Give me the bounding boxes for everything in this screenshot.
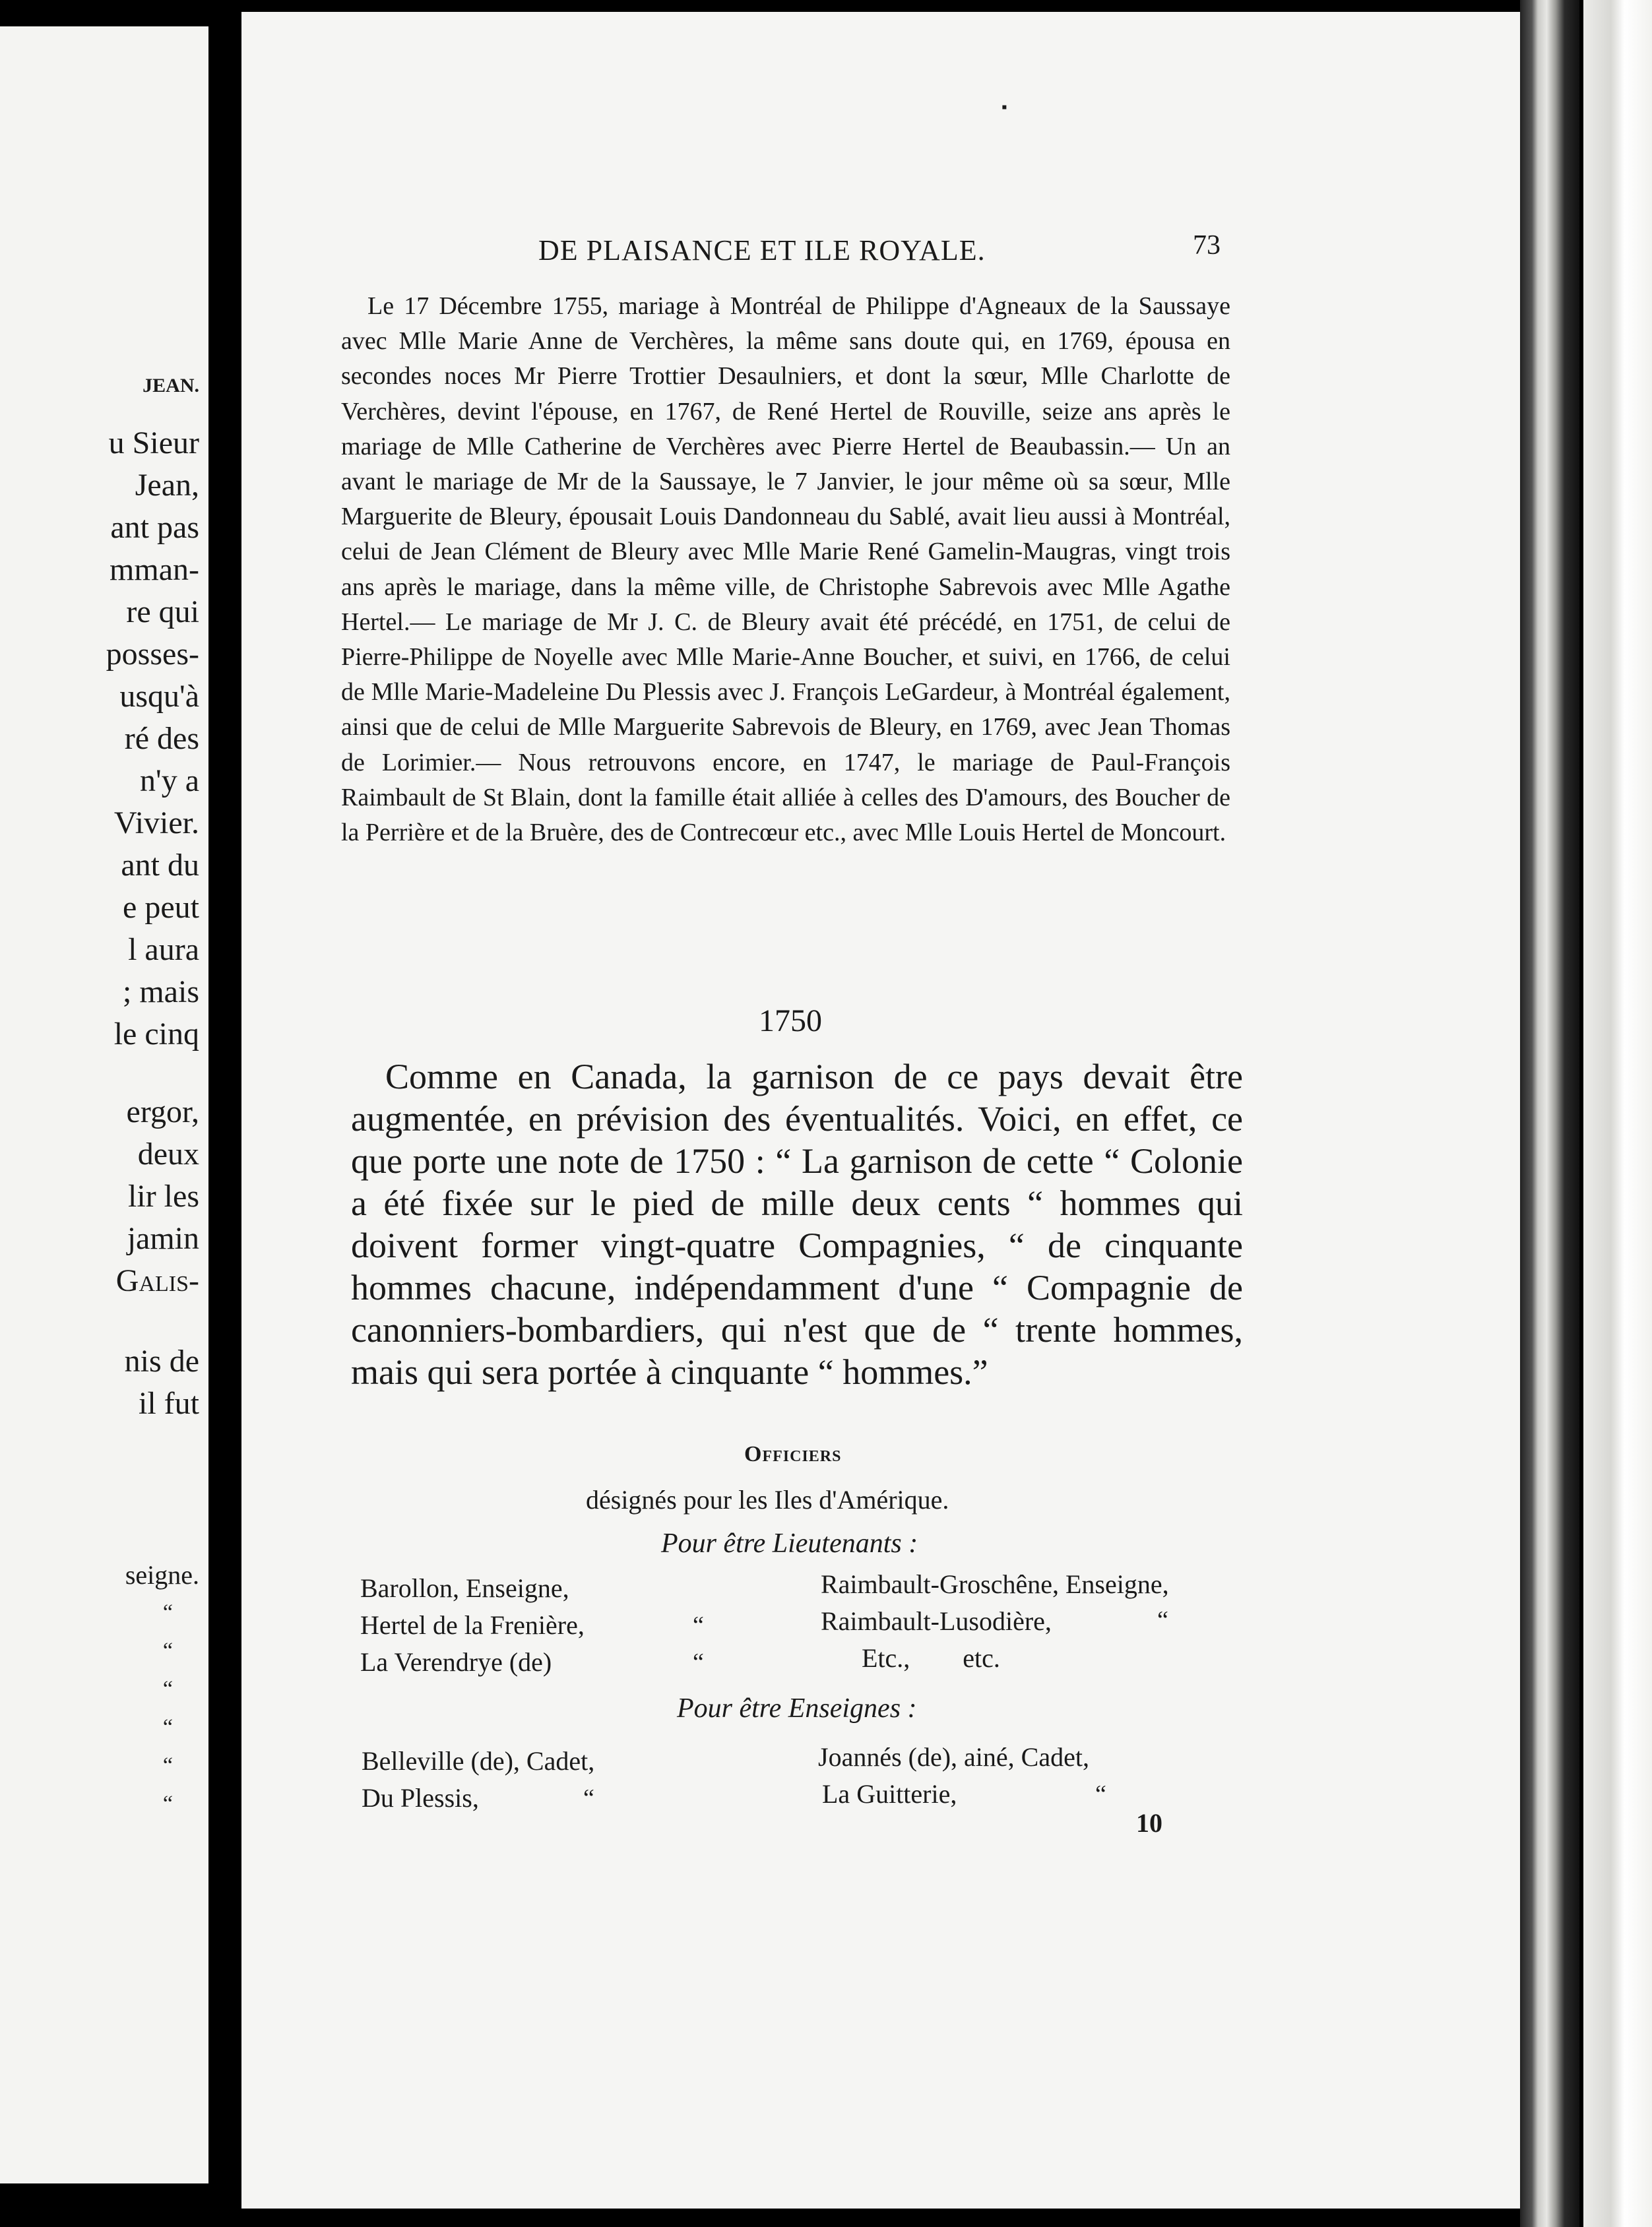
marriage-paragraph xyxy=(341,289,1230,850)
left-ditto: “ xyxy=(162,1639,173,1663)
left-line: Galis- xyxy=(115,1263,199,1298)
left-ditto: “ xyxy=(162,1792,173,1816)
lieutenant-left-entry: Barollon, Enseigne, xyxy=(360,1573,569,1603)
running-title: DE PLAISANCE ET ILE ROYALE. xyxy=(538,234,986,267)
left-page-fragment xyxy=(0,26,208,2183)
left-line: n'y a xyxy=(140,763,199,798)
left-ditto: “ xyxy=(162,1677,173,1701)
left-line: u Sieur xyxy=(108,425,199,460)
book-spine-edge xyxy=(1520,0,1579,2227)
lieutenant-right-entry: Etc., etc. xyxy=(862,1643,1000,1673)
enseigne-right-entry: La Guitterie, xyxy=(822,1779,957,1809)
year-heading: 1750 xyxy=(759,1003,822,1038)
left-line: ré des xyxy=(124,721,199,756)
left-line: il fut xyxy=(139,1386,199,1421)
left-line: ; mais xyxy=(123,974,199,1009)
left-line: re qui xyxy=(126,594,199,629)
left-line: e peut xyxy=(123,890,199,925)
left-line: seigne. xyxy=(125,1560,199,1590)
left-line: nis de xyxy=(124,1344,199,1379)
left-line: deux xyxy=(137,1137,199,1172)
lieutenant-right-entry: Raimbault-Lusodière, xyxy=(821,1606,1052,1636)
signature-number: 10 xyxy=(1136,1808,1162,1838)
garrison-paragraph xyxy=(351,1055,1243,1393)
paragraph-text: Le 17 Décembre 1755, mariage à Montréal de Philippe d'Agneaux de la Saussaye avec Mlle Marie Anne de Verchères, la même sans doute qui, en 1769, épousa en secondes noces Mr Pierre Trottier Desaulniers, et dont la sœur, Mlle Charlotte de Verchères, devint l'épouse, en 1767, de René Hertel de Rouville, seize ans après le mariage de Mlle Catherine de Verchères avec Pierre Hertel de Beaubassin.— Un an avant le mariage de Mr de la Saussaye, le 7 Janvier, le jour même où sa sœur, Mlle Marguerite de Bleury, épousait Louis Dandonneau du Sablé, avait lieu aussi à Montréal, celui de Jean Clément de Bleury avec Mlle Marie René Gamelin-Maugras, vingt trois ans après le mariage, dans la même ville, de Christophe Sabrevois avec Mlle Agathe Hertel.— Le mariage de Mr J. C. de Bleury avait été précédé, en 1751, de celui de Pierre-Philippe de Noyelle avec Mlle Marie-Anne Boucher, et suivi, en 1766, de celui de Mlle Marie-Madeleine Du Plessis avec J. François LeGardeur, à Montréal également, ainsi que de celui de Mlle Marguerite Sabrevois de Bleury, en 1769, avec Jean Thomas de Lorimier.— Nous retrouvons encore, en 1747, le mariage de Paul-François Raimbault de St Blain, dont la famille était alliée à celles des D'amours, des Boucher de la Perrière et de la Bruère, des de Contrecœur etc., avec Mlle Louis Hertel de Moncourt. xyxy=(341,292,1230,847)
ditto-mark: “ xyxy=(693,1648,704,1676)
left-line: ergor, xyxy=(126,1094,199,1129)
left-line: posses- xyxy=(106,637,199,672)
left-line: Vivier. xyxy=(113,805,199,840)
speck-mark: ▪ xyxy=(1001,99,1007,116)
ditto-mark: “ xyxy=(693,1612,704,1639)
enseigne-left-entry: Belleville (de), Cadet, xyxy=(362,1746,595,1776)
lieutenant-left-entry: La Verendrye (de) xyxy=(360,1647,552,1677)
lieutenants-heading: Pour être Lieutenants : xyxy=(661,1528,918,1559)
page-margin-strip xyxy=(1583,0,1652,2227)
left-line: ant du xyxy=(121,848,199,883)
officers-heading: Officiers xyxy=(744,1442,842,1466)
ditto-mark: “ xyxy=(1157,1606,1168,1634)
ditto-mark: “ xyxy=(1095,1780,1106,1808)
ditto-mark: “ xyxy=(583,1784,594,1812)
left-line: usqu'à xyxy=(119,679,199,714)
left-line: mman- xyxy=(110,552,199,587)
enseignes-heading: Pour être Enseignes : xyxy=(677,1693,917,1724)
left-line: le cinq xyxy=(113,1017,199,1051)
left-ditto: “ xyxy=(162,1600,173,1625)
left-ditto: “ xyxy=(162,1753,173,1778)
lieutenant-right-entry: Raimbault-Groschêne, Enseigne, xyxy=(821,1569,1169,1599)
lieutenant-left-entry: Hertel de la Frenière, xyxy=(360,1610,585,1640)
officers-subtitle: désignés pour les Iles d'Amérique. xyxy=(586,1485,949,1515)
left-line: Jean, xyxy=(135,468,199,503)
left-ditto: “ xyxy=(162,1715,173,1740)
left-line: JEAN. xyxy=(143,375,199,396)
paragraph-text: Comme en Canada, la garnison de ce pays devait être augmentée, en prévision des éventualités. Voici, en effet, ce que porte une note de 1750 : “ La garnison de cette “ Colonie a été fixée sur le pied de mille deux cents “ hommes qui doivent former vingt-quatre Compagnies, “ de cinquante hommes chacune, indépendamment d'une “ Compagnie de canonniers-bombardiers, qui n'est que de “ trente hommes, mais qui sera portée à cinquante “ hommes.” xyxy=(351,1057,1243,1392)
left-line: lir les xyxy=(128,1179,199,1214)
enseigne-left-entry: Du Plessis, xyxy=(362,1783,479,1813)
left-line: jamin xyxy=(127,1221,199,1256)
enseigne-right-entry: Joannés (de), ainé, Cadet, xyxy=(818,1742,1089,1772)
left-line: l aura xyxy=(128,932,199,967)
page-number: 73 xyxy=(1193,230,1221,261)
left-line: ant pas xyxy=(110,510,199,545)
